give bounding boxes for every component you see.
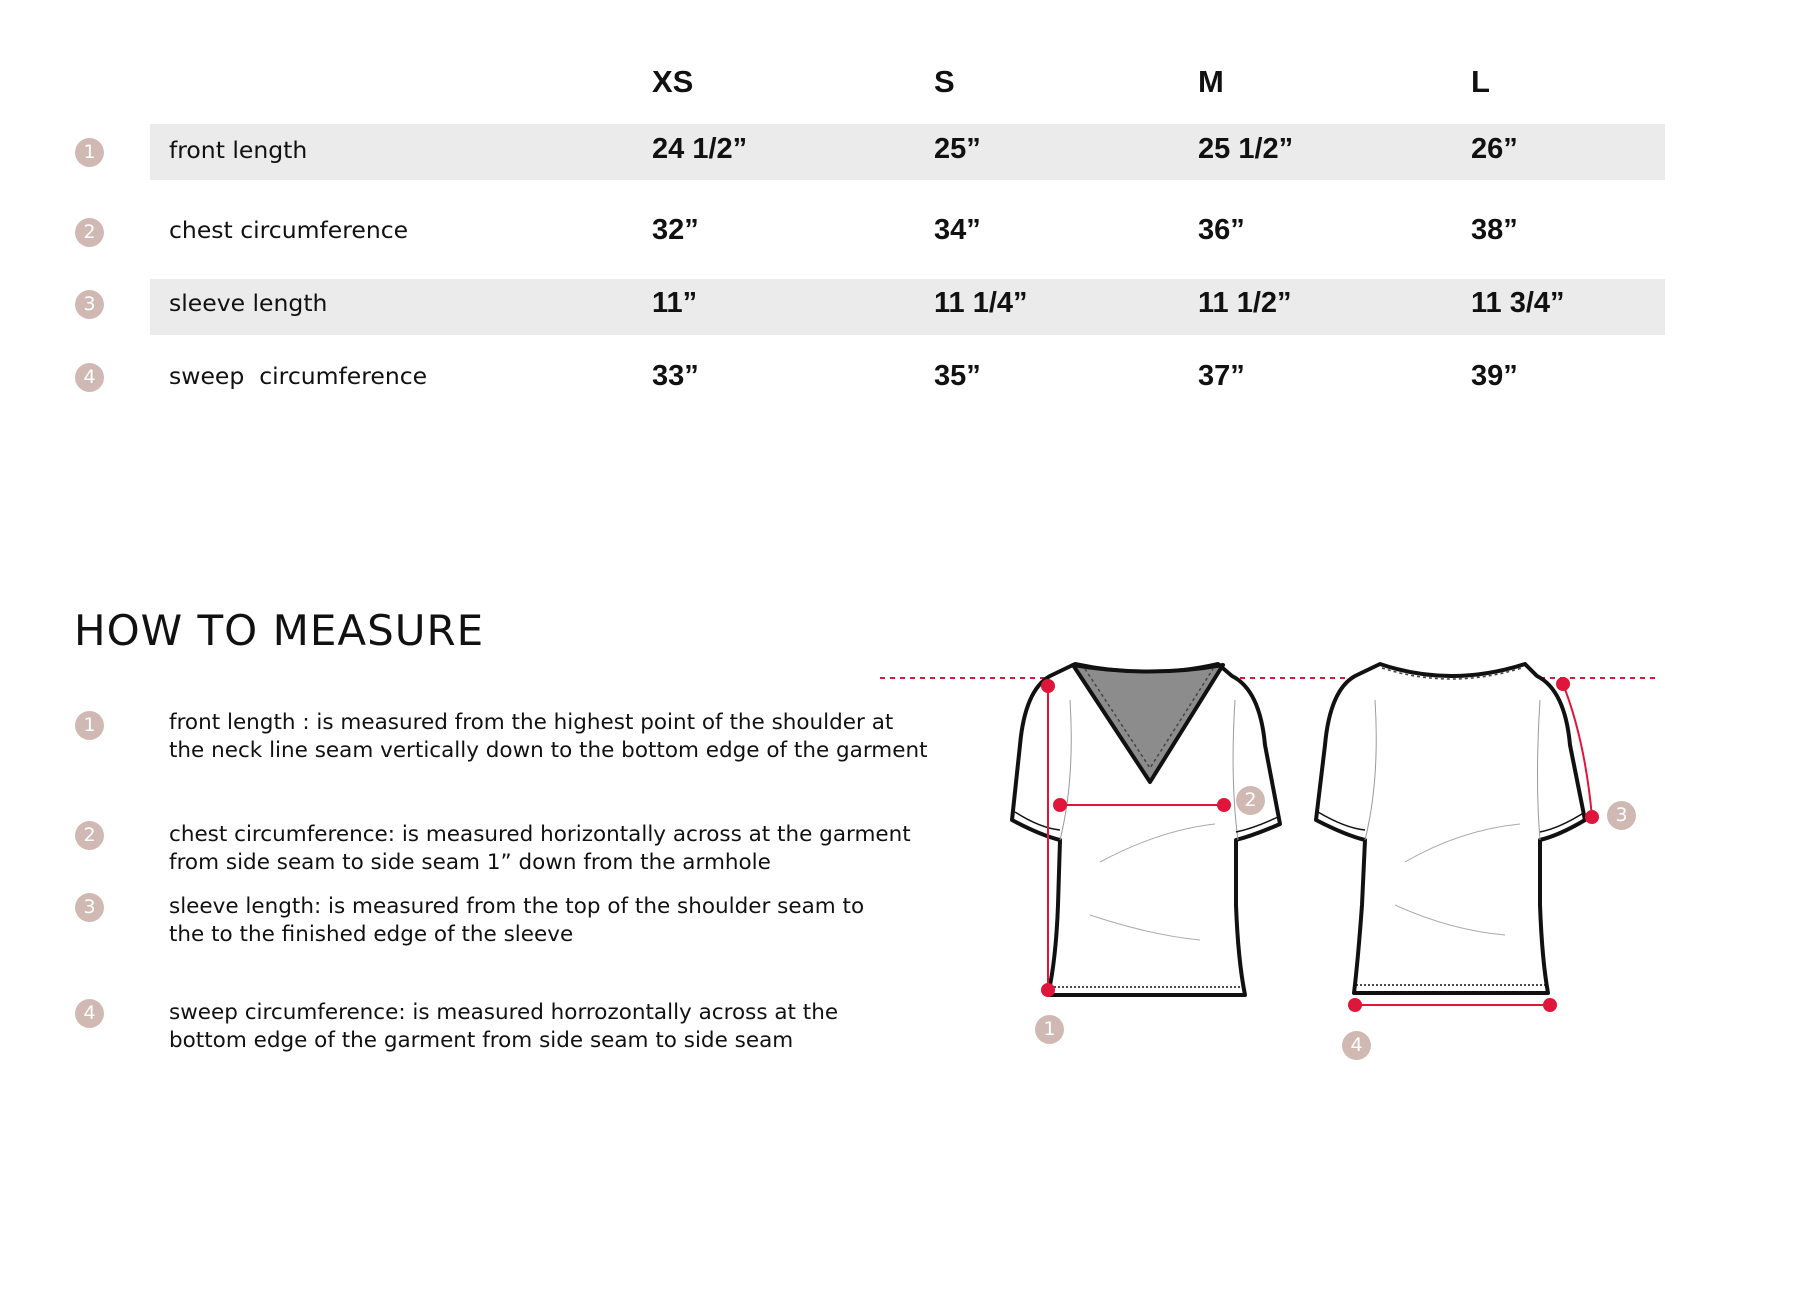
cell-m: 11 1/2”	[1198, 287, 1292, 319]
section-title: HOW TO MEASURE	[74, 606, 485, 655]
row-label: sleeve length	[169, 289, 328, 317]
row-number: 3	[75, 290, 104, 319]
row-label: front length	[169, 136, 308, 164]
row-number: 1	[75, 138, 104, 167]
row-number: 2	[75, 218, 104, 247]
cell-m: 36”	[1198, 214, 1245, 246]
instruction-sweep-circumference: sweep circumference: is measured horrozontally across at the bottom edge of the garment from side seam to side seam	[169, 1000, 839, 1053]
instruction-number: 4	[75, 999, 104, 1028]
cell-l: 11 3/4”	[1471, 287, 1565, 319]
diagram-marker-4: 4	[1342, 1031, 1371, 1060]
instruction-number: 3	[75, 893, 104, 922]
cell-s: 25”	[934, 133, 981, 165]
size-header-xs: XS	[652, 64, 694, 99]
size-header-m: M	[1198, 64, 1224, 99]
cell-xs: 11”	[652, 287, 698, 319]
cell-m: 37”	[1198, 360, 1245, 392]
row-number: 4	[75, 363, 104, 392]
cell-xs: 24 1/2”	[652, 133, 748, 165]
diagram-marker-3: 3	[1607, 801, 1636, 830]
cell-m: 25 1/2”	[1198, 133, 1294, 165]
cell-s: 34”	[934, 214, 981, 246]
cell-l: 39”	[1471, 360, 1518, 392]
instruction-number: 1	[75, 711, 104, 740]
front-tshirt-icon	[1012, 664, 1280, 995]
row-label: chest circumference	[169, 216, 409, 244]
back-tshirt-icon	[1316, 664, 1585, 993]
cell-s: 11 1/4”	[934, 287, 1028, 319]
diagram-marker-1: 1	[1035, 1015, 1064, 1044]
cell-xs: 32”	[652, 214, 699, 246]
diagram-marker-2: 2	[1236, 786, 1265, 815]
cell-s: 35”	[934, 360, 981, 392]
size-header-s: S	[934, 64, 955, 99]
instruction-number: 2	[75, 821, 104, 850]
instruction-sleeve-length: sleeve length: is measured from the top of the shoulder seam to the to the finished edge of the sleeve	[169, 894, 865, 947]
instruction-front-length: front length : is measured from the highest point of the shoulder at the neck line seam vertically down to the bottom edge of the garment	[169, 710, 928, 763]
cell-l: 26”	[1471, 133, 1518, 165]
cell-l: 38”	[1471, 214, 1518, 246]
instruction-chest-circumference: chest circumference: is measured horizontally across at the garment from side seam to side seam 1” down from the armhole	[169, 822, 911, 875]
size-header-l: L	[1471, 64, 1490, 99]
row-label: sweep circumference	[169, 362, 428, 390]
cell-xs: 33”	[652, 360, 699, 392]
